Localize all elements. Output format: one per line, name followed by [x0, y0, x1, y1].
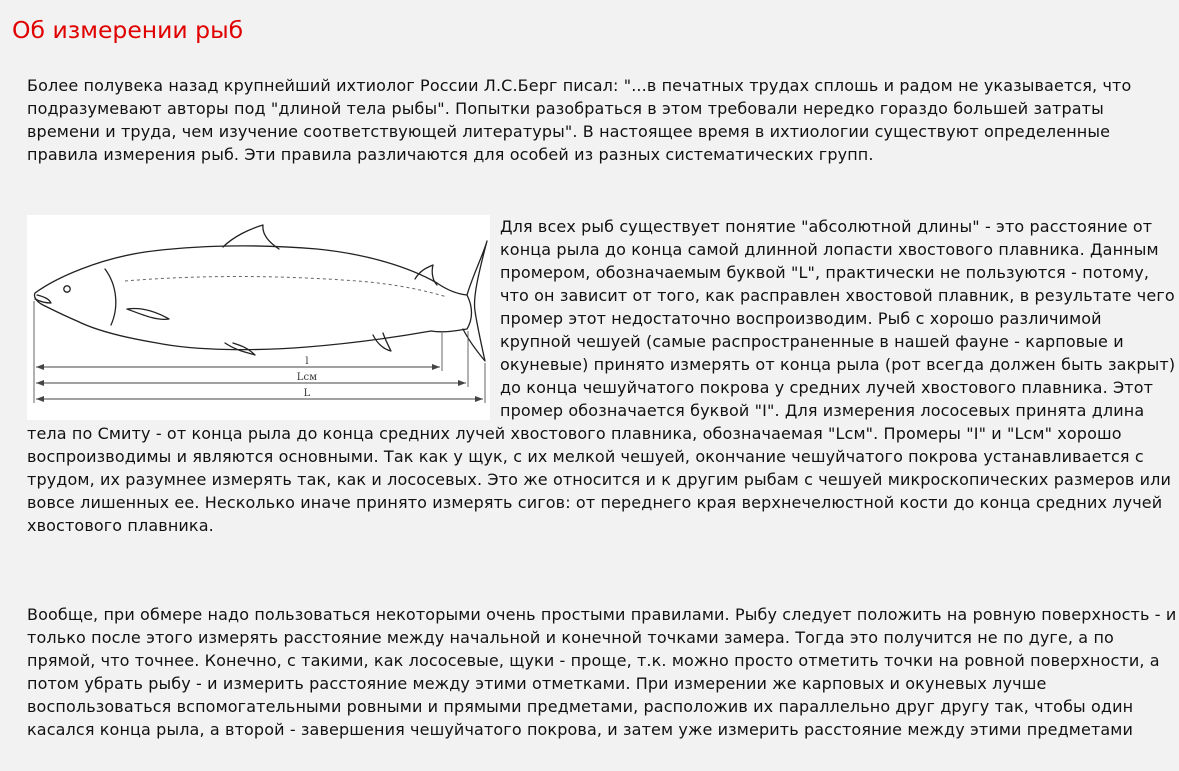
page-title: Об измерении рыб — [12, 16, 244, 44]
measuring-rules-paragraph: Вообще, при обмере надо пользоваться некоторыми очень простыми правилами. Рыбу следует положить на ровную поверхность - и только после этого измерять расстояние между начальной и конечной точками замера. Тогда это получится не по дуге, а по прямой, что точнее. Конечно, с такими, как лососевые, щуки - проще, т.к. можно просто отметить точки на ровной поверхности, а потом убрать рыбу - и измерить расстояние между этими отметками. При измерении же карповых и окуневых лучше воспользоваться вспомогательными ровными и прямыми предметами, расположив их параллельно друг другу так, чтобы один касался конца рыла, а второй - завершения чешуйчатого покрова, и затем уже измерить расстояние между этими предметами — [27, 605, 1177, 739]
label-lcm: Lcм — [296, 372, 318, 383]
fish-measurement-figure — [27, 215, 490, 420]
length-definitions-text: Для всех рыб существует понятие "абсолютной длины" - это расстояние от конца рыла до конца самой длинной лопасти хвостового плавника. Данным промером, обозначаемым буквой "L", практически не пользуются - потому, что он зависит от того, как расправлен хвостовой плавник, в результате чего промер этот недостаточно воспроизводим. Рыб с хорошо различимой крупной чешуей (самые распространенные в нашей фауне - карповые и окуневые) принято измерять от конца рыла (рот всегда должен быть закрыт) до конца чешуйчатого покрова у средних лучей хвостового плавника. Этот промер обозначается буквой "I". Для измерения лососевых принята длина тела по Смиту - от конца рыла до конца средних лучей хвостового плавника, обозначаемая "Lcм". Промеры "I" и "Lcм" хорошо воспроизводимы и являются основными. Так как у щук, с их мелкой чешуей, окончание чешуйчатого покрова устанавливается с трудом, их разумнее измерять так, как и лососевых. Это же относится и к другим рыбам с чешуей микроскопических размеров или вовсе лишенных ее. Несколько иначе принято измерять сигов: от переднего края верхнечелюстной кости до конца средних лучей хвостового плавника. — [27, 217, 1176, 535]
salmon-diagram-icon — [27, 215, 490, 420]
length-definitions-section — [27, 215, 1177, 537]
label-L: L — [303, 388, 311, 399]
intro-paragraph: Более полувека назад крупнейший ихтиолог России Л.С.Берг писал: "...в печатных трудах сплошь и радом не указывается, что подразумевают авторы под "длиной тела рыбы". Попытки разобраться в этом требовали нередко гораздо большей затраты времени и труда, чем изучение соответствующей литературы". В настоящее время в ихтиологии существуют определенные правила измерения рыб. Эти правила различаются для особей из разных систематических групп. — [27, 76, 1132, 164]
label-l: l — [305, 356, 309, 367]
